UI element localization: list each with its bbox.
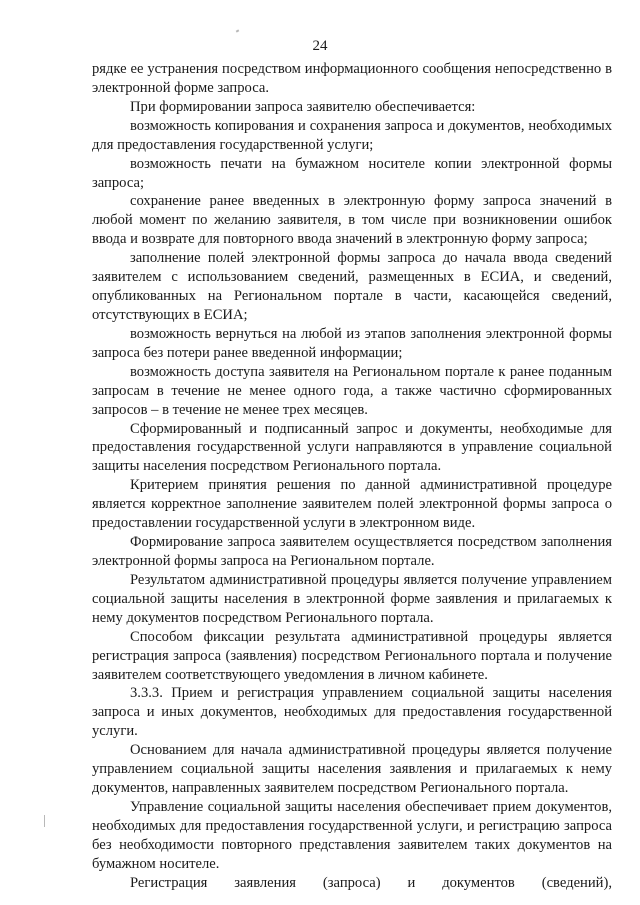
document-body [92,60,612,893]
paragraph: возможность печати на бумажном носителе копии электронной формы запроса; [92,155,612,191]
paragraph: Регистрация заявления (запроса) и документов (сведений), [130,874,612,891]
paragraph: Основанием для начала административной процедуры является получение управлением социальной защиты населения заявления и прилагаемых к нему документов, направленных заявителем посредством Регионального портала. [92,742,612,797]
paragraph: Сформированный и подписанный запрос и документы, необходимые для предоставления государственной услуги направляются в управление социальной защиты населения посредством Регионального портала. [92,420,612,475]
paragraph: Критерием принятия решения по данной административной процедуре является корректное заполнение заявителем полей электронной формы запроса о предоставлении государственной услуги в электронном виде. [92,477,612,532]
paragraph: При формировании запроса заявителю обеспечивается: [130,98,476,115]
paragraph: Управление социальной защиты населения обеспечивает прием документов, необходимых для предоставления государственной услуги, и регистрацию запроса без необходимости повторного представления заявителем таких документов на бумажном носителе. [92,798,612,872]
paragraph: Способом фиксации результата административной процедуры является регистрация запроса (заявления) посредством Регионального портала и получение заявителем соответствующего уведомления в личном кабинете. [92,628,612,683]
scan-speck [44,815,45,827]
paragraph: возможность доступа заявителя на Региональном портале к ранее поданным запросам в течение не менее одного года, а также частично сформированных запросов – в течение не менее трех месяцев. [92,363,612,418]
paragraph: рядке ее устранения посредством информационного сообщения непосредственно в электронной форме запроса. [92,61,612,96]
paragraph: Формирование запроса заявителем осуществляется посредством заполнения электронной формы запроса на Региональном портале. [92,534,612,569]
paragraph: Результатом административной процедуры является получение управлением социальной защиты населения в электронной форме заявления и прилагаемых к нему документов посредством Регионального портала. [92,571,612,626]
paragraph: заполнение полей электронной формы запроса до начала ввода сведений заявителем с использованием сведений, размещенных в ЕСИА, и сведений, опубликованных на Региональном портале в части, касающейся сведений, отсутствующих в ЕСИА; [92,250,612,323]
scan-speck [236,29,240,32]
paragraph: 3.3.3. Прием и регистрация управлением социальной защиты населения запроса и иных документов, необходимых для предоставления государственной услуги. [92,685,612,740]
paragraph: возможность вернуться на любой из этапов заполнения электронной формы запроса без потери ранее введенной информации; [92,325,612,361]
paragraph: возможность копирования и сохранения запроса и документов, необходимых для предоставления государственной услуги; [92,117,612,153]
page-number: 24 [312,38,328,54]
paragraph: сохранение ранее введенных в электронную форму запроса значений в любой момент по желанию заявителя, в том числе при возникновении ошибок ввода и возврате для повторного ввода значений в электронную форму запроса; [92,193,612,248]
